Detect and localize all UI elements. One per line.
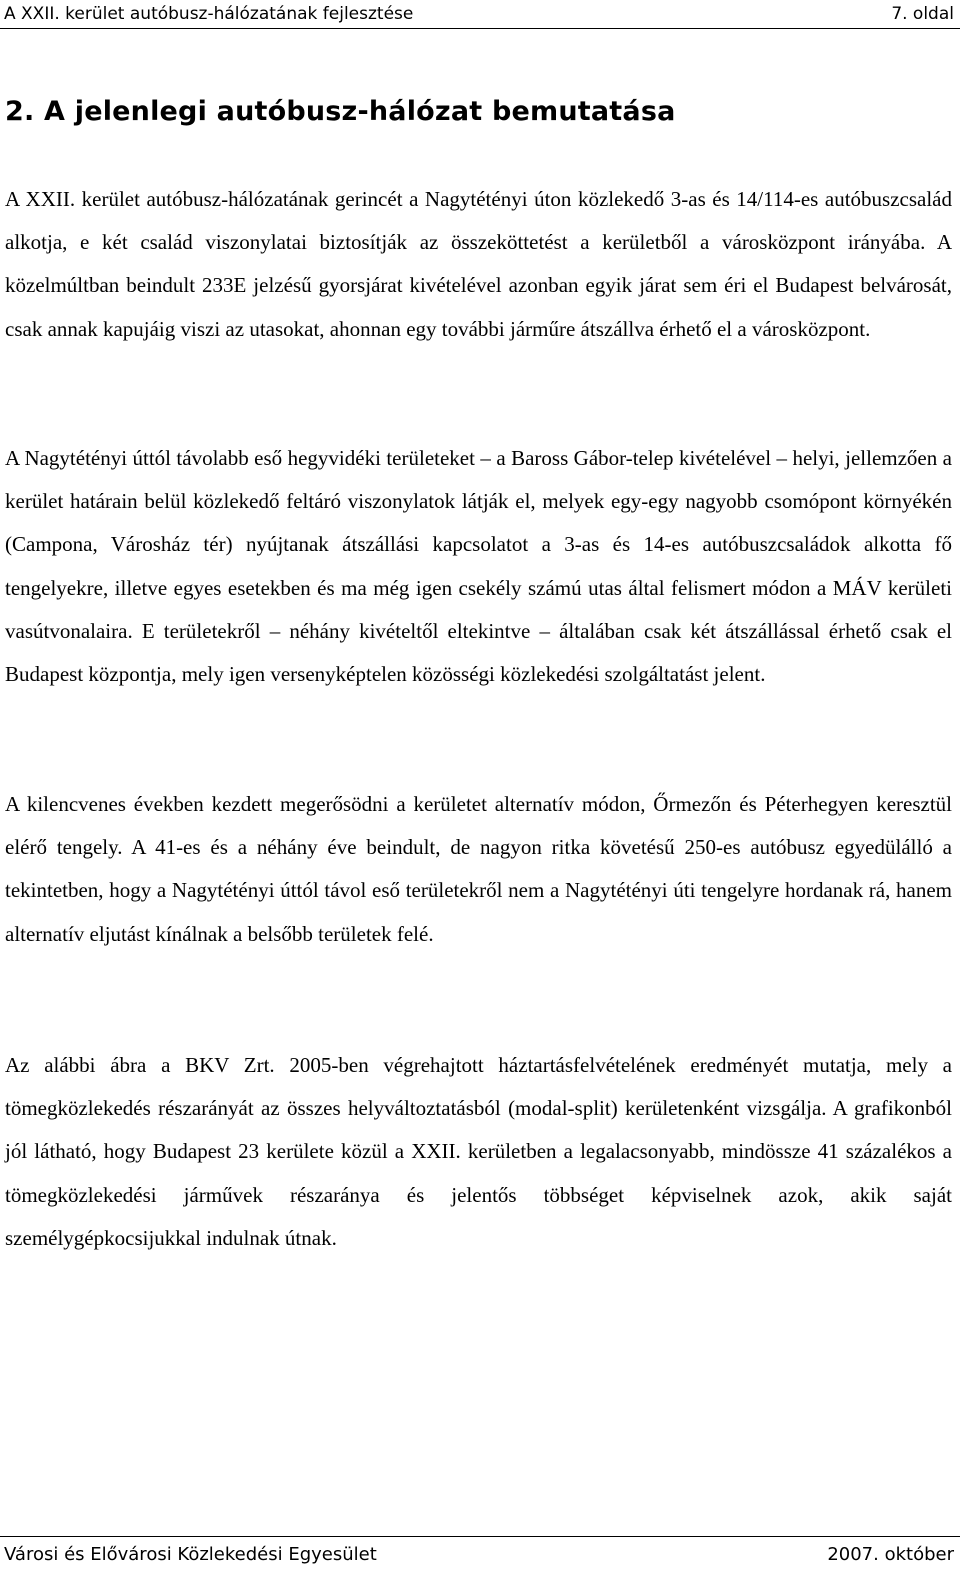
section-heading: 2. A jelenlegi autóbusz-hálózat bemutatása [5, 96, 676, 127]
paragraph-hill-areas: A Nagytétényi úttól távolabb eső hegyvidéki területeket – a Baross Gábor-telep kivételével – helyi, jellemzően a kerület határain belül közlekedő feltáró viszonylatok látják el, melyek egy-egy nagyobb csomópont környékén (Campona, Városház tér) nyújtanak átszállási kapcsolatot a 3-as és 14-es autóbuszcsaládok alkotta fő tengelyekre, illetve egyes esetekben és ma még igen csekély számú utas által felismert módon a MÁV kerületi vasútvonalaira. E területekről – néhány kivételtől eltekintve – általában csak két átszállással érhető csak el Budapest központja, mely igen versenyképtelen közösségi közlekedési szolgáltatást jelent. [5, 446, 952, 687]
page-header [0, 4, 954, 28]
page-number: 7. oldal [891, 4, 954, 24]
header-divider [0, 28, 960, 29]
paragraph-bus-network-backbone: A XXII. kerület autóbusz-hálózatának gerincét a Nagytétényi úton közlekedő 3-as és 14/114-es autóbuszcsalád alkotja, e két család viszonylatai biztosítják az összeköttetést a kerületből a városközpont irányába. A közelmúltban beindult 233E jelzésű gyorsjárat kivételével azonban egyik járat sem éri el Budapest belvárosát, csak annak kapujáig viszi az utasokat, ahonnan egy további járműre átszállva érhető el a városközpont. [5, 187, 952, 341]
page-footer [0, 1538, 954, 1568]
footer-organization: Városi és Elővárosi Közlekedési Egyesület [4, 1544, 377, 1565]
paragraph-modal-split: Az alábbi ábra a BKV Zrt. 2005-ben végrehajtott háztartásfelvételének eredményét mutatja, mely a tömegközlekedés részarányát az összes helyváltoztatásból (modal-split) kerületenként vizsgálja. A grafikonból jól látható, hogy Budapest 23 kerülete közül a XXII. kerületben a legalacsonyabb, mindössze 41 százalékos a tömegközlekedési járművek részaránya és jelentős többséget képviselnek azok, akik saját személygépkocsijukkal indulnak útnak. [5, 1053, 952, 1250]
paragraph-alternative-axis: A kilencvenes években kezdett megerősödni a kerületet alternatív módon, Őrmezőn és Péterhegyen keresztül elérő tengely. A 41-es és a néhány éve beindult, de nagyon ritka követésű 250-es autóbusz egyedülálló a tekintetben, hogy a Nagytétényi úttól távol eső területekről nem a Nagytétényi úti tengelyre hordanak rá, hanem alternatív eljutást kínálnak a belsőbb területek felé. [5, 792, 952, 946]
footer-divider [0, 1536, 960, 1537]
footer-date: 2007. október [827, 1544, 954, 1565]
document-title: A XXII. kerület autóbusz-hálózatának fejlesztése [4, 4, 414, 24]
